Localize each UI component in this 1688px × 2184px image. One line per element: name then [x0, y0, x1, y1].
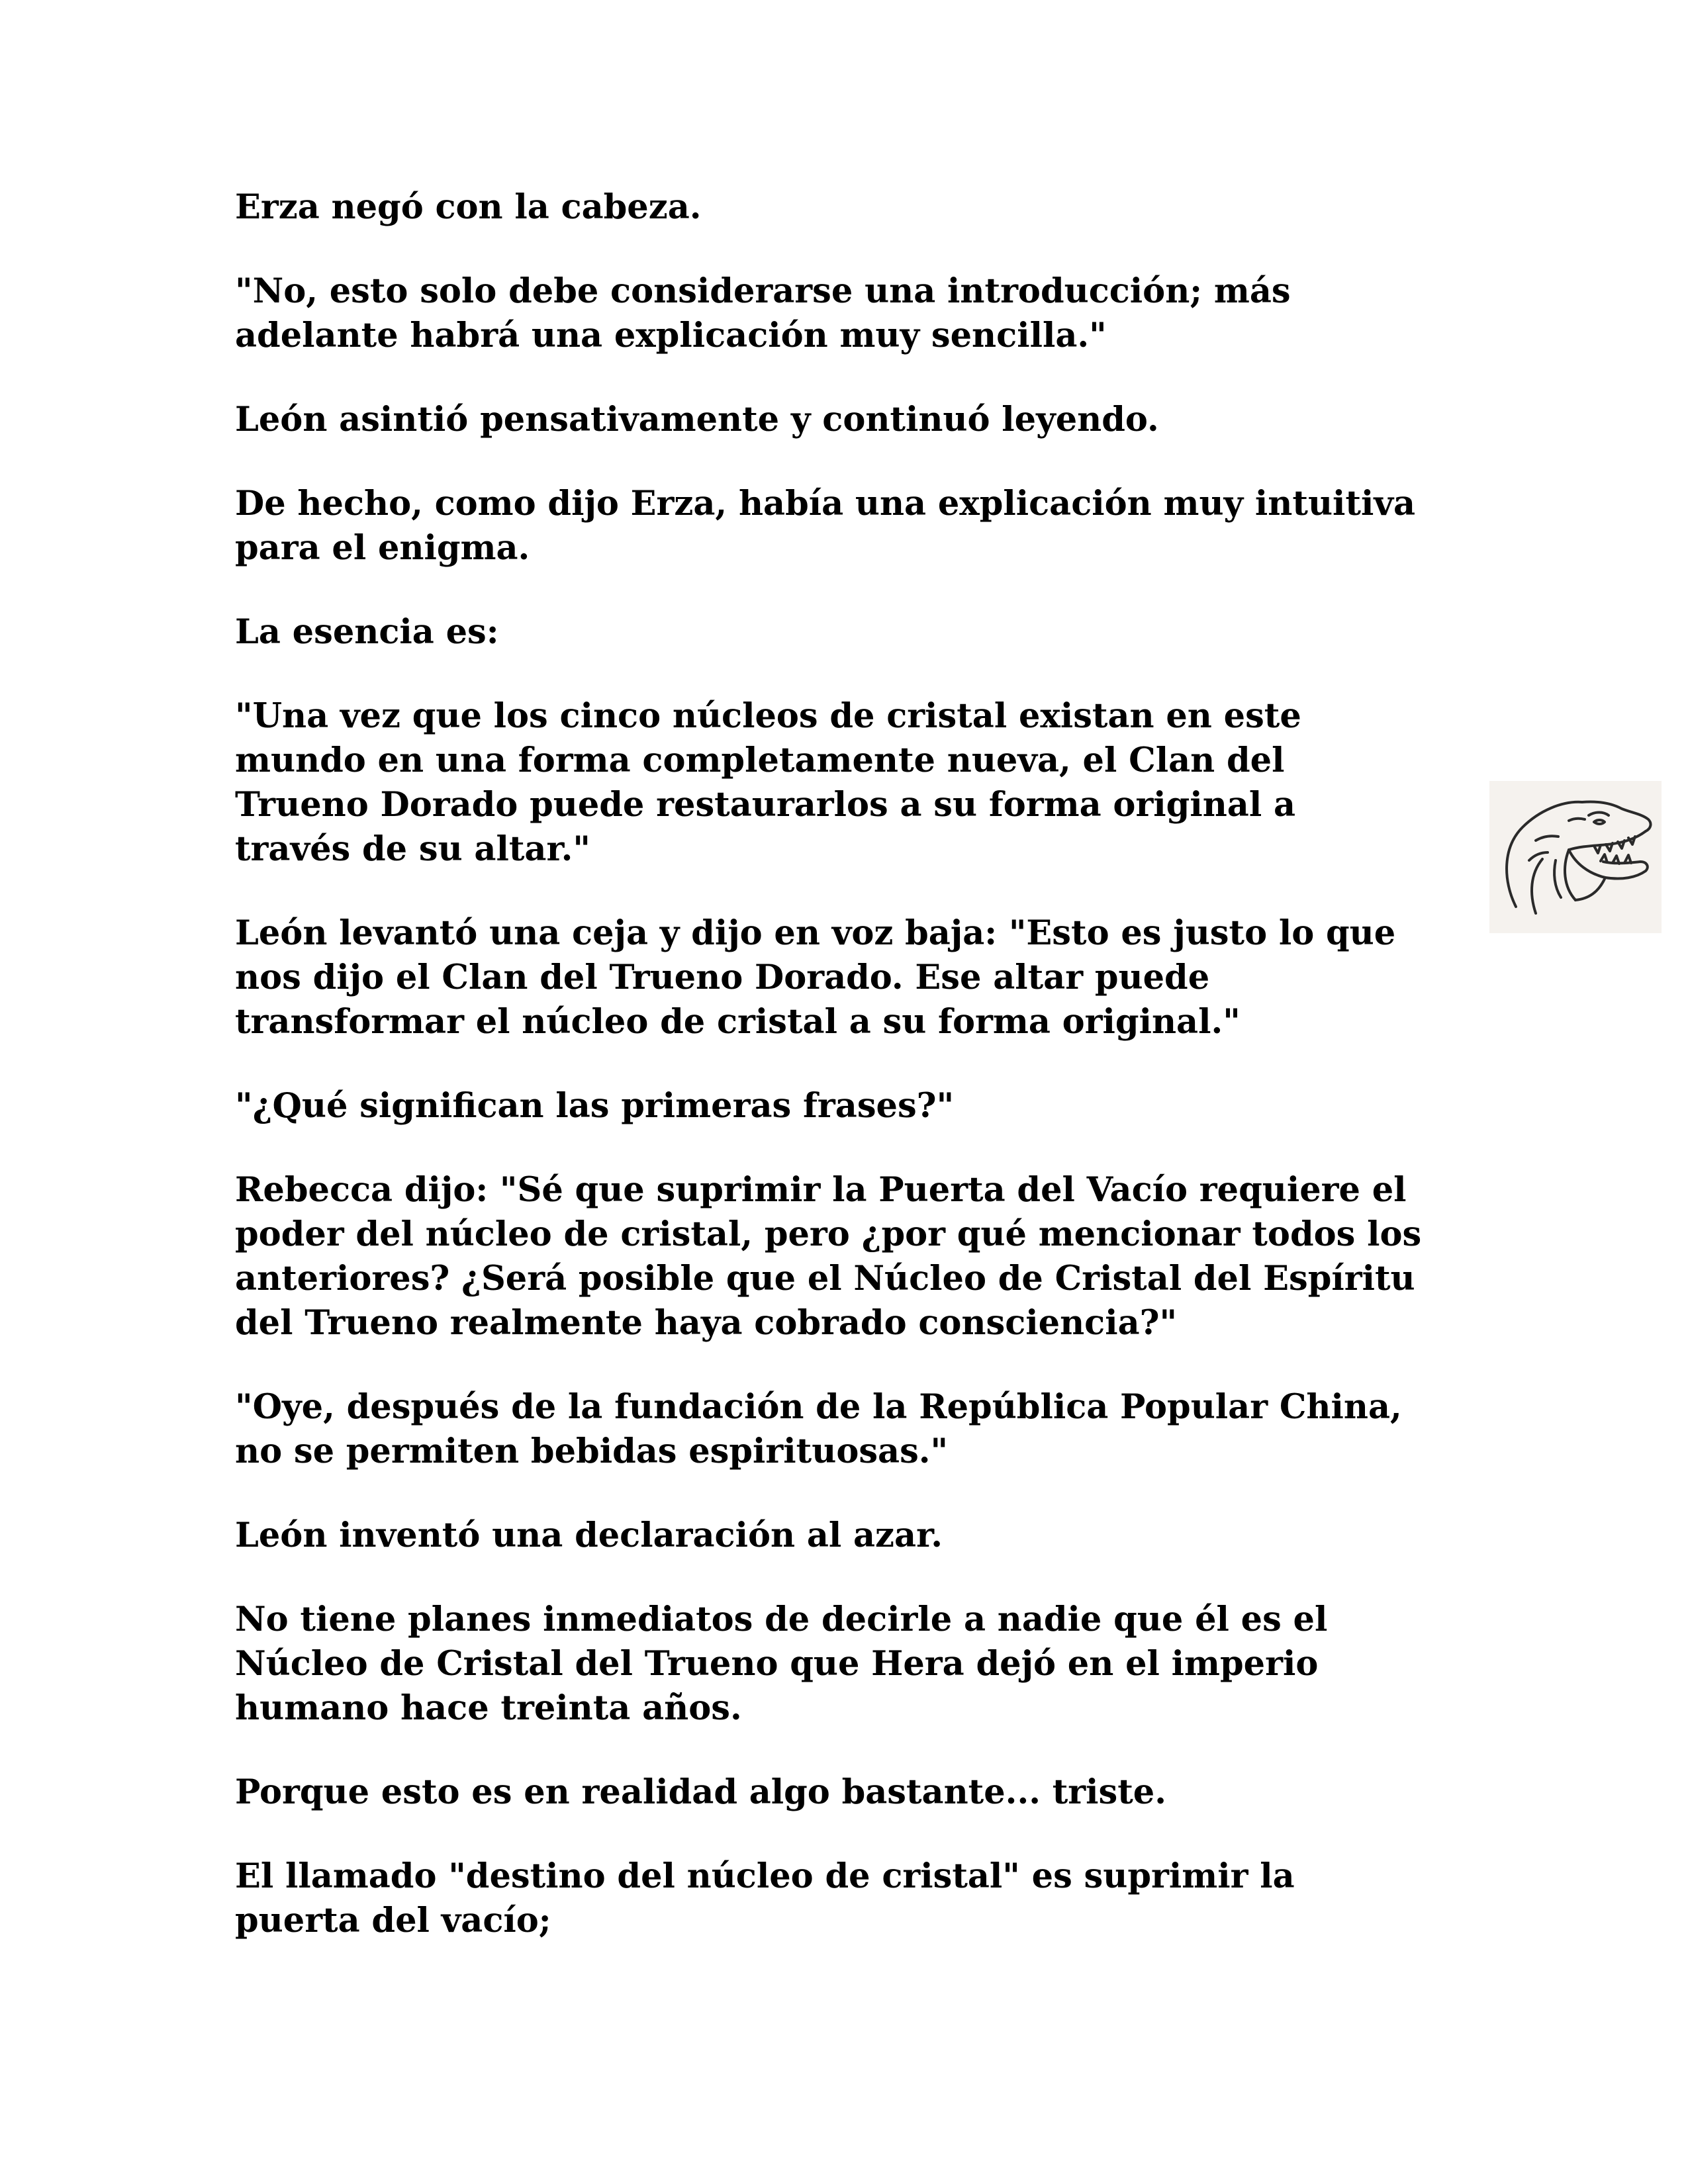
paragraph: No tiene planes inmediatos de decirle a nadie que él es el Núcleo de Cristal del Trueno que Hera dejó en el imperio humano hace treinta años.: [235, 1600, 1328, 1728]
body-text: [235, 185, 1493, 1983]
paragraph: "Una vez que los cinco núcleos de cristal existan en este mundo en una forma completamente nueva, el Clan del Trueno Dorado puede restaurarlos a su forma original a través de su altar.": [235, 696, 1301, 869]
paragraph: Erza negó con la cabeza.: [235, 187, 702, 227]
paragraph: De hecho, como dijo Erza, había una explicación muy intuitiva para el enigma.: [235, 484, 1416, 568]
paragraph: El llamado "destino del núcleo de cristal" es suprimir la puerta del vacío;: [235, 1856, 1295, 1940]
paragraph: León inventó una declaración al azar.: [235, 1516, 943, 1555]
paragraph: León levantó una ceja y dijo en voz baja: "Esto es justo lo que nos dijo el Clan del Trueno Dorado. Ese altar puede transformar el núcleo de cristal a su forma original.": [235, 913, 1396, 1042]
paragraph: "¿Qué significan las primeras frases?": [235, 1086, 955, 1126]
paragraph: "No, esto solo debe considerarse una introducción; más adelante habrá una explicación muy sencilla.": [235, 271, 1291, 355]
paragraph: Porque esto es en realidad algo bastante... triste.: [235, 1772, 1166, 1812]
dinosaur-head-sketch-icon: [1489, 781, 1662, 933]
paragraph: Rebecca dijo: "Sé que suprimir la Puerta del Vacío requiere el poder del núcleo de cristal, pero ¿por qué mencionar todos los anteriores? ¿Será posible que el Núcleo de Cristal del Espíritu del Trueno realmente haya cobrado consciencia?": [235, 1170, 1422, 1343]
paragraph: "Oye, después de la fundación de la República Popular China, no se permiten bebidas espirituosas.": [235, 1387, 1402, 1471]
paragraph: La esencia es:: [235, 612, 499, 652]
paragraph: León asintió pensativamente y continuó leyendo.: [235, 400, 1159, 439]
